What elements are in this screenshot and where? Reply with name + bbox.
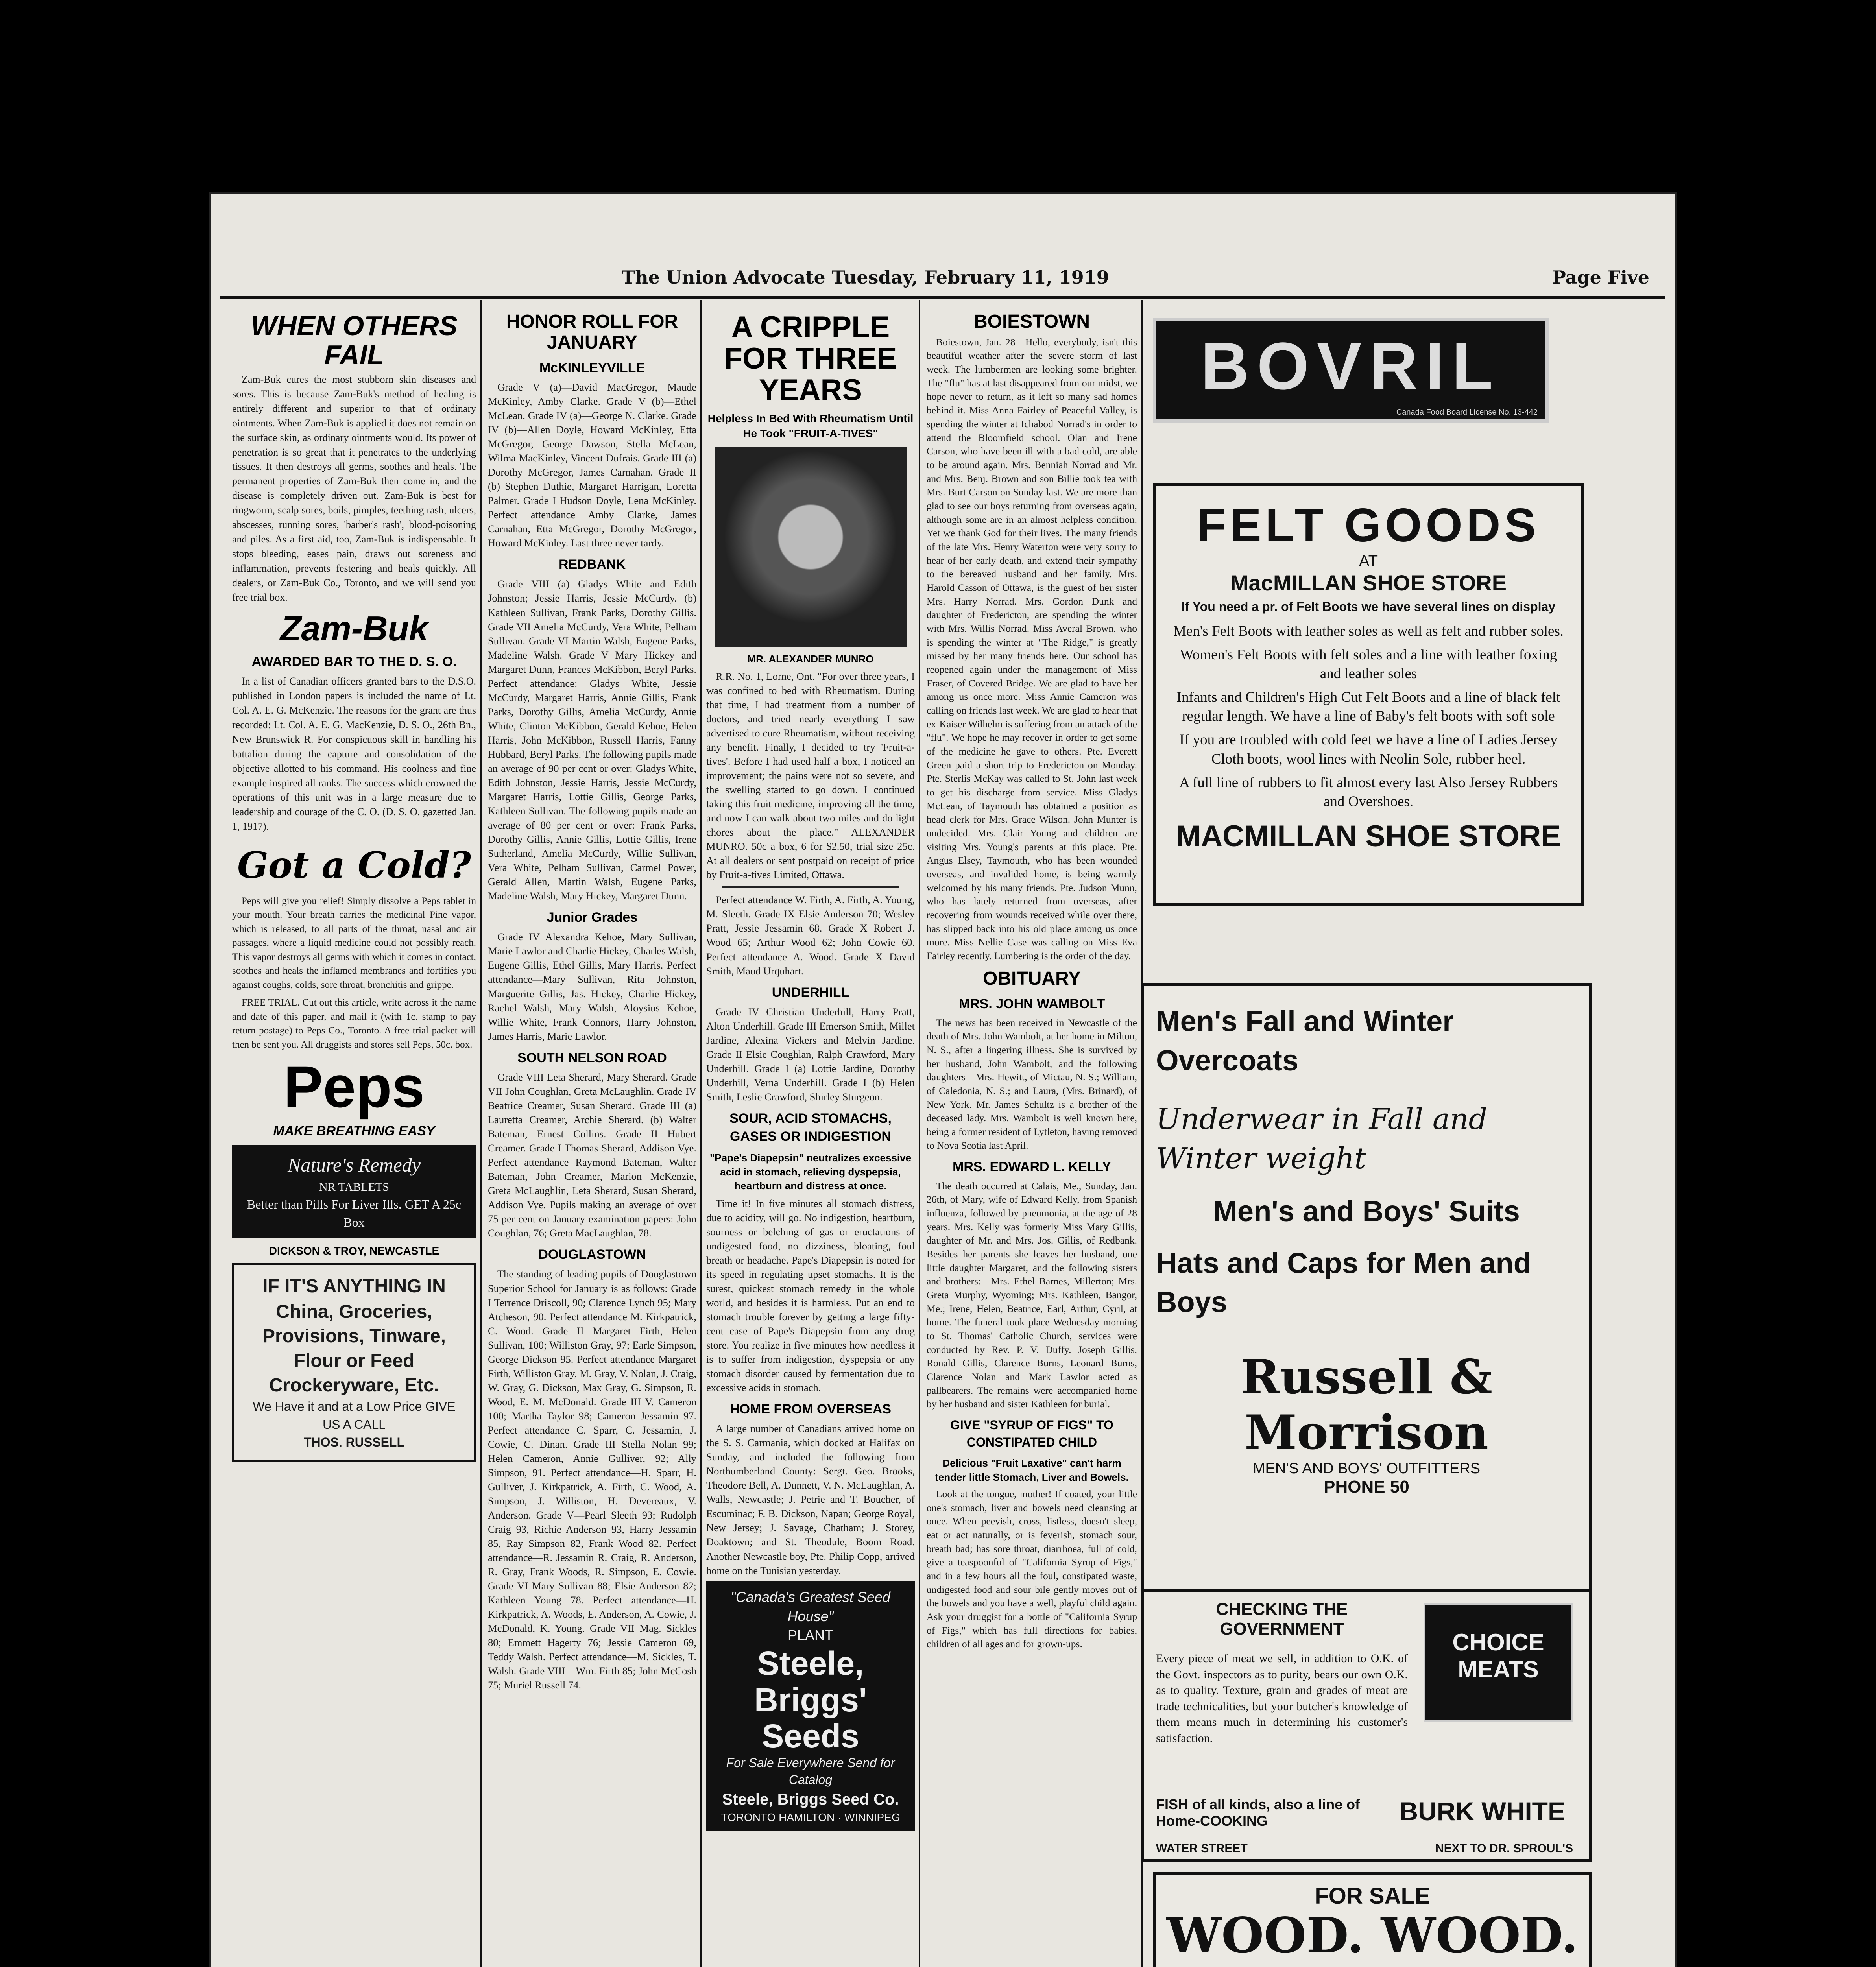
felt-intro: If You need a pr. of Felt Boots we have several lines on display	[1181, 600, 1556, 614]
felt-footer: MACMILLAN SHOE STORE	[1176, 819, 1561, 853]
figs-subhead: Delicious "Fruit Laxative" can't harm tender little Stomach, Liver and Bowels.	[935, 1457, 1129, 1483]
grocery-ad-title: IF IT'S ANYTHING IN	[262, 1275, 446, 1297]
school-text: Perfect attendance W. Firth, A. Firth, A. Young, M. Sleeth. Grade IX Elsie Anderson 70; Wesley Pratt, Jessie Jessamin 68. Grade X Robert J. Wood 65; Arthur Wood 62; John Cowie 60. Perfect attendance A. Wood. Grade X David Smith, Maud Urquhart.	[706, 894, 915, 977]
burk-text: Every piece of meat we sell, in addition to O.K. of the Govt. inspectors as to purity, bears our own O.K. as to quality. Texture, grain and grades of meat are trade technicalities, but your butcher's knowledge of them means much in determining his customer's satisfaction.	[1156, 1652, 1408, 1745]
section-text: The standing of leading pupils of Douglastown Superior School for January is as follows: Grade I Terrence Driscoll, 90; Clarence Lynch 95; Mary Atcheson, 90. Perfect attendance M. Kirkpatrick, C. Wood. Grade II Margaret Firth, Helen Sullivan, 100; Williston Gray, 97; Earle Simpson, George Dickson 95. Perfect attendance Margaret Firth, Williston Gray, M. Gray, V. Nolan, J. Craig, W. Gray, G. Dickson, Max Gray, G. Simpson, R. Wood, E. M. McDonald. Grade III V. Cameron 100; Martha Taylor 98; Cameron Jessamin 97. Perfect attendance C. Sparr, C. Jessamin, J. Cowie, C. Dinan. Grade III Stella Nolan 99; Helen Cameron, Annie Gulliver, 92; Ally Simpson, 91. Perfect attendance—H. Sparr, H. Gulliver, J. Kirkpatrick, A. Firth, C. Wood, A. Simpson, J. Williston, H. Devereaux, V. Anderson. Grade V—Pearl Sleeth 93; Rudolph Craig 93, Richie Anderson 93, Harry Jessamin 85, Ray Simpson 82, Frank Wood 82. Perfect attendance—R. Jessamin R. Craig, R. Anderson, R. Gray, Frank Woods, R. Simpson, E. Cowie. Grade VI Mary Sullivan 88; Elsie Anderson 82; Kathleen Young 78. Perfect attendance—H. Kirkpatrick, A. Woods, E. Anderson, A. Cowie, J. McDonald, K. Young. Grade VII Mag. Sickles 80; Emmett Hagerty 76; Jessie Cameron 69, Teddy Walsh. Perfect attendance—M. Sickles, T. Walsh. Grade VIII—Wm. Firth 85; John McCosh 75; Muriel Russell 74.	[488, 1268, 696, 1691]
felt-line: If you are troubled with cold feet we have a line of Ladies Jersey Cloth boots, wool lines with Neolin Sole, rubber heel.	[1179, 732, 1558, 767]
section-title: REDBANK	[559, 557, 626, 572]
steele-briggs-ad	[706, 1581, 915, 1832]
peps-tagline: MAKE BREATHING EASY	[273, 1124, 435, 1139]
honor-roll-headline: HONOR ROLL FOR JANUARY	[506, 311, 678, 353]
underhill-text: Grade IV Christian Underhill, Harry Pratt, Alton Underhill. Grade III Emerson Smith, Millet Jardine, Alexina Vickers and Melvin Jardine. Grade II Elsie Coughlan, Ralph Crawford, Mary Underhill. Grade I (a) Lottie Jardine, Dorothy Underhill, Verna Underhill. Grade I (b) Helen Smith, Leslie Crawford, Shirley Sturgeon.	[706, 1006, 915, 1103]
natures-remedy-body: Better than Pills For Liver Ills. GET A 25c Box	[247, 1197, 462, 1229]
wambolt-title: MRS. JOHN WAMBOLT	[958, 996, 1105, 1011]
steele-company: Steele, Briggs Seed Co.	[722, 1790, 899, 1808]
natures-remedy-title: Nature's Remedy	[288, 1153, 421, 1176]
section-text: Grade V (a)—David MacGregor, Maude McKinley, Amby Clarke. Grade V (b)—Ethel McLean. Grade IV (a)—George N. Clarke. Grade IV (b)—Allen Doyle, Howard McKinley, Etta McGregor, George Dawson, Stella McLean, Wilma MacKinley, Vincent Dufrais. Grade III (a) Dorothy McGregor, James Carnahan. Grade II (b) Stephen Duthie, Margaret Harrigan, Loretta Palmer. Grade I Hudson Doyle, Lena McKinley. Perfect attendance Amby Clarke, James Carnahan, Etta McGregor, Dorothy McGregor, Howard McKinley. Last three never tardy.	[488, 381, 696, 549]
natures-remedy-sub: NR TABLETS	[319, 1180, 389, 1194]
peps-trial: FREE TRIAL. Cut out this article, write across it the name and date of this paper, and mail it (with 1c. stamp to pay return postage) to Peps Co., Toronto. A free trial packet will then be sent you. All druggists and stores sell Peps, 50c. box.	[232, 997, 476, 1050]
burk-headline: CHECKING THE GOVERNMENT	[1216, 1600, 1348, 1639]
burk-street: WATER STREET	[1156, 1842, 1248, 1855]
russell-phone: PHONE 50	[1324, 1477, 1409, 1497]
felt-line: A full line of rubbers to fit almost every last Also Jersey Rubbers and Overshoes.	[1179, 774, 1558, 810]
kelly-text: The death occurred at Calais, Me., Sunday, Jan. 26th, of Mary, wife of Edward Kelly, from Spanish influenza, followed by pneumonia, at the age of 28 years. Mrs. Kelly was formerly Miss Mary Gillis, daughter of Mr. and Mrs. Jos. Gillis, of Redbank. Besides her parents she leaves her husband, one little daughter Margaret, and the following sisters and brothers:—Mrs. Ethel Barnes, Millerton; Mrs. Greta Murphy, Wyoming; Mrs. Kathleen, Bangor, Me.; Irene, Helen, Beatrice, Earl, Arthur, Cyril, at home. The funeral took place Wednesday morning to St. Thomas' Catholic Church, services were conducted by Rev. P. V. Duffy. Joseph Gillis, Ronald Gillis, Clarence Burns, Leonard Burns, Clarence Nolan and Mark Lawlor acted as pallbearers. The remains were accompanied home by her husband and sister Kathleen for burial.	[927, 1180, 1137, 1410]
russell-morrison-ad	[1141, 983, 1592, 1618]
column-1	[232, 306, 476, 1967]
grocery-ad-body: We Have it and at a Low Price GIVE US A CALL	[253, 1399, 456, 1432]
steele-tagline: "Canada's Greatest Seed House"	[731, 1589, 890, 1624]
sour-stomach-subhead: "Pape's Diapepsin" neutralizes excessive acid in stomach, relieving dyspepsia, heartburn and distress at once.	[709, 1152, 912, 1192]
kelly-title: MRS. EDWARD L. KELLY	[953, 1159, 1111, 1175]
wood-for-sale: FOR SALE	[1315, 1883, 1430, 1909]
sour-stomach-text: Time it! In five minutes all stomach distress, due to acidity, will go. No indigestion, heartburn, sourness or belching of gas or eructations of undigested food, no dizziness, bloating, foul breath or headache. Pape's Diapepsin is noted for its speed in regulating upset stomachs. It is the surest, quickest stomach remedy in the whole world, and besides it is harmless. Put an end to stomach trouble forever by getting a large fifty-cent case of Pape's Diapepsin from any drug store. You realize in five minutes how needless it is to suffer from indigestion, dyspepsia or any stomach disorder caused by fermentation due to excessive acids in stomach.	[706, 1197, 915, 1393]
cripple-headline: A CRIPPLE FOR THREE YEARS	[724, 310, 897, 407]
column-rule	[700, 300, 702, 1967]
peps-text: Peps will give you relief! Simply dissolve a Peps tablet in your mouth. Your breath carries the medicinal Pine vapor, which is released, to all parts of the throat, nasal and air passages, where a liquid medicine could not possibly reach. This vapor destroys all germs with which it comes in contact, soothes and heals the inflamed membranes and fortifies you against coughs, colds, sore throat, bronchitis and grippe.	[232, 895, 476, 990]
cripple-subhead: Helpless In Bed With Rheumatism Until He Took "FRUIT-A-TIVES"	[707, 412, 914, 440]
overseas-title: HOME FROM OVERSEAS	[730, 1402, 891, 1417]
felt-goods-ad	[1153, 483, 1584, 906]
grocery-ad-sign: THOS. RUSSELL	[303, 1435, 404, 1450]
section-text: Grade IV Alexandra Kehoe, Mary Sullivan, Marie Lawlor and Charlie Hickey, Charles Walsh, Eugene Gillis, Ethel Gillis, Mary Harris. Perfect attendance—Mary Sullivan, Rita Johnston, Marguerite Gillis, Jas. Hickey, Charlie Hickey, Rachel Walsh, Mary Walsh, Aloysius Kehoe, Willie White, Frank Connors, Harry Johnston, James Harris, Marie Lawlor.	[488, 931, 696, 1042]
russell-line: Underwear in Fall and Winter weight	[1156, 1102, 1488, 1175]
newspaper-page	[209, 192, 1677, 1967]
section-title: McKINLEYVILLE	[539, 360, 645, 375]
column-2	[488, 306, 696, 1967]
dso-headline: AWARDED BAR TO THE D. S. O.	[251, 654, 457, 669]
section-title: DOUGLASTOWN	[538, 1247, 646, 1262]
natures-remedy-ad	[232, 1145, 476, 1238]
boiestown-text: Boiestown, Jan. 28—Hello, everybody, isn't this beautiful weather after the severe storm of last week. The lumbermen are looking some brighter. The "flu" has at last disappeared from our midst, we hope never to return, as it left so many sad homes behind it. Miss Anna Fairley of Peaceful Valley, is spending the winter at Ichabod Norrad's in order to attend the Bloomfield school. Olan and Irene Carson, who have been ill with a bad cold, are able to be around again. Mrs. Benniah Norrad and Mr. and Mrs. Benj. Brown and son Billie took tea with Mrs. Burt Carson on Sunday last. We are more than glad to see our boys returning from overseas again, although some are in an almost helpless condition. Yet we thank God for their lives. The many friends of the late Mrs. Henry Waterton were very sorry to hear of her early death, and extend their sympathy to the bereaved husband and her family. Mrs. Harold Casson of Ottawa, is the guest of her sister Mrs. Harry Norrad. Mrs. Gordon Dunk and daughter of Fredericton, are spending the winter with Mrs. Willis Norrad. Miss Averal Brown, who is spending the winter at "The Ridge," is greatly missed by her many friends here. Our school has reopened again under the management of Miss Fraser, of Covered Bridge. We are glad to have her among us once more. Miss Annie Cameron was calling on friends last week. We are glad to hear that ex-Kaiser Wilhelm is suffering from an attack of the "flu". We hope he may recover in order to get some of the medicine he gave to others. Pte. Everett Green paid a short trip to Fredericton on Monday. Pte. Sterlis McKay was called to St. John last week to get his discharge from service. Miss Gladys McLean, of Taymouth has obtained a position as head clerk for Mrs. Grace Wilson. John Munter is undecided. Mrs. Clair Young and children are visiting Mrs. Young's parents at this place. Pte. Angus Elsey, Taymouth, who has been wounded overseas, and invalided home, is being warmly welcomed by his many friends. Pte. Judson Munn, who has lately returned from overseas, after recovering from wounds received while over there, has slipped back into his old place among us once more. Miss Nellie Case was calling on Miss Eva Fairley recently. Lumbering is the order of the day.	[927, 336, 1137, 962]
russell-name: Russell & Morrison	[1241, 1349, 1492, 1461]
page-number: Page Five	[1552, 267, 1649, 288]
peps-headline: Got a Cold?	[237, 844, 471, 887]
section-title: Junior Grades	[547, 910, 638, 925]
figs-text: Look at the tongue, mother! If coated, your little one's stomach, liver and bowels need cleansing at once. When peevish, cross, listless, doesn't sleep, eat or act naturally, or is feverish, stomach sour, breath bad; has sore throat, diarrhoea, full of cold, give a teaspoonful of "California Syrup of Figs," and in a few hours all the foul, constipated waste, undigested food and sour bile gently moves out of the bowels and you have a well, playful child again. Ask your druggist for a bottle of "California Syrup of Figs," which has full directions for babies, children of all ages and for grown-ups.	[927, 1488, 1137, 1650]
russell-grocery-ad	[232, 1263, 476, 1462]
section-title: SOUTH NELSON ROAD	[517, 1050, 667, 1065]
wood-sale-ad	[1153, 1872, 1592, 1967]
bovril-logo: BOVRIL	[1200, 329, 1501, 404]
felt-line: Men's Felt Boots with leather soles as well as felt and rubber soles.	[1173, 623, 1564, 639]
divider	[722, 886, 899, 888]
portrait-caption: MR. ALEXANDER MUNRO	[747, 653, 874, 665]
column-4	[927, 306, 1137, 1967]
overseas-text: A large number of Canadians arrived home on the S. S. Carmania, which docked at Halifax on Sunday, and included the following from Northumberland County: Sergt. Geo. Brooks, Theodore Bell, A. Dunnett, V. N. McLaughlan, A. Walls, Newcastle; J. Petrie and T. Boucher, of Escuminac; F. B. Dickson, Napan; George Royal, New Jersey; J. Savage, Chatham; J. Storey, Doaktown; and St. Theodule, Boom Road. Another Newcastle boy, Pte. Philip Copp, arrived home on the Tunisian yesterday.	[706, 1423, 915, 1576]
steele-name: Steele, Briggs' Seeds	[754, 1645, 867, 1755]
steele-cities: TORONTO HAMILTON · WINNIPEG	[721, 1811, 900, 1824]
felt-at: AT	[1359, 552, 1378, 570]
masthead-rule	[220, 296, 1665, 299]
russell-line: Hats and Caps for Men and Boys	[1156, 1246, 1531, 1319]
wood-title: WOOD. WOOD.	[1166, 1907, 1579, 1964]
column-3	[706, 306, 915, 1967]
boiestown-headline: BOIESTOWN	[973, 311, 1090, 332]
choice-meats-sign: CHOICE MEATS	[1424, 1603, 1573, 1722]
burk-name: BURK WHITE	[1399, 1797, 1565, 1826]
section-text: Grade VIII (a) Gladys White and Edith Johnston; Jessie Harris, Jessie McCurdy. (b) Kathleen Sullivan, Frank Parks, Dorothy Gillis. Grade VII Amelia McCurdy, Vera White, Pelham Sullivan. Grade VI Martin Walsh, Eugene Parks, Madeline Walsh. Grade V Mary Hickey and Margaret Dunn, Frances McKibbon, Beryl Parks. Perfect attendance: Gladys White, Jessie McCurdy, Margaret Harris, Annie Gillis, Frank Parks, Dorothy Gillis, Amelia McCurdy, Annie White, Clinton McKibbon, Gerald Kehoe, Helen Harris, John McKibbon, Russell Harris, Fanny Hubbard, Beryl Parks. The following pupils made an average of 90 per cent or over: Gladys White, Edith Johnston, Jessie Harris, Jessie McCurdy, Margaret Harris, Lottie Gillis, George Parks, Kathleen Sullivan. The following pupils made an average of 80 per cent or over: Frank Parks, Dorothy Gillis, Annie Gillis, Lottie Gillis, Irene Sutherland, Amelia McCurdy, Willie Sullivan, Vera White, Pelham Sullivan, Carmel Power, Gerald Allen, Martin Walsh, Eugene Parks, Madeline Walsh, Mary Hickey, Margaret Dunn.	[488, 578, 696, 902]
felt-line: Women's Felt Boots with felt soles and a line with leather foxing and leather soles	[1180, 647, 1557, 682]
russell-line: Men's Fall and Winter Overcoats	[1156, 1005, 1454, 1077]
figs-headline: GIVE "SYRUP OF FIGS" TO CONSTIPATED CHILD	[950, 1418, 1113, 1449]
cripple-text: R.R. No. 1, Lorne, Ont. "For over three years, I was confined to bed with Rheumatism. During that time, I had treatment from a number of doctors, and tried nearly everything I saw advertised to cure Rheumatism, without receiving any benefit. Finally, I decided to try 'Fruit-a-tives'. Before I had used half a box, I noticed an improvement; the pains were not so severe, and the swelling started to go down. I continued taking this fruit medicine, improving all the time, and now I can walk about two miles and do light chores about the place." ALEXANDER MUNRO. 50c a box, 6 for $2.50, trial size 25c. At all dealers or sent postpaid on receipt of price by Fruit-a-tives Limited, Ottawa.	[706, 670, 915, 881]
burk-white-ad	[1141, 1589, 1592, 1862]
steele-plant: PLANT	[787, 1627, 834, 1644]
russell-sub: MEN'S AND BOYS' OUTFITTERS	[1252, 1460, 1481, 1477]
obituary-headline: OBITUARY	[983, 968, 1081, 989]
felt-line: Infants and Children's High Cut Felt Boots and a line of black felt regular length. We have a line of Baby's felt boots with soft sole	[1176, 689, 1560, 725]
burk-fish: FISH of all kinds, also a line of Home-COOKING	[1156, 1796, 1360, 1829]
zambuk-logo: Zam-Buk	[280, 609, 428, 648]
bovril-ad	[1153, 318, 1549, 423]
column-rule	[480, 300, 482, 1967]
masthead-title: The Union Advocate Tuesday, February 11, 1919	[622, 267, 1109, 288]
steele-sale: For Sale Everywhere Send for Catalog	[726, 1755, 895, 1787]
bovril-license: Canada Food Board License No. 13-442	[1396, 408, 1538, 417]
felt-store: MacMILLAN SHOE STORE	[1230, 570, 1507, 595]
portrait-illustration	[715, 447, 907, 647]
grocery-ad-items: China, Groceries, Provisions, Tinware, Flour or Feed Crockeryware, Etc.	[262, 1301, 446, 1396]
russell-line: Men's and Boys' Suits	[1213, 1194, 1520, 1227]
peps-logo: Peps	[283, 1054, 425, 1120]
wambolt-text: The news has been received in Newcastle of the death of Mrs. John Wambolt, at her home in Milton, N. S., after a lingering illness. She is survived by her husband, John Wambolt, and the following daughters—Mrs. Hewitt, of Mictau, N. S.; William, of Caledonia, N. S.; and Laura, (Mrs. Brinard), of New York. Mr. James Schultz is a brother of the deceased lady. Mrs. Wambolt is well known here, being a former resident of Lytleton, having removed to Nova Scotia last April.	[927, 1017, 1137, 1151]
dso-text: In a list of Canadian officers granted bars to the D.S.O. published in London papers is included the name of Lt. Col. A. E. G. McKenzie. The reasons for the grant are thus recorded: Lt. Col. A. E. G. MacKenzie, D. S. O., 26th Bn., New Brunswick R. For conspicuous skill in handling his battalion during the capture and consolidation of the objective allotted to his command. His coolness and fine example inspired all ranks. The success which crowned the operations of this unit was in a large measure due to leadership and courage of the C. O. (D. S. O. gazetted Jan. 1, 1917).	[232, 675, 476, 832]
zambuk-headline: WHEN OTHERS FAIL	[251, 310, 458, 370]
burk-next: NEXT TO DR. SPROUL'S	[1435, 1842, 1573, 1855]
felt-title: FELT GOODS	[1197, 499, 1540, 552]
column-rule	[919, 300, 920, 1967]
underhill-title: UNDERHILL	[772, 985, 849, 1000]
section-text: Grade VIII Leta Sherard, Mary Sherard. Grade VII John Coughlan, Greta McLaughlin. Grade IV Beatrice Creamer, Susan Sherard. Grade III (a) Lauretta Creamer, Archie Sherard. (b) Walter Bateman, Ernest Collins. Grade II Hubert Creamer. Grade I Thomas Sherard, Addison Vye. Perfect attendance Raymond Bateman, Walter Bateman, John Creamer, Marion McKenzie, Greta McLaughlin, Leta Sherard, Susan Sherard, Addison Vye. Pupils making an average of over 75 per cent on January examination papers: John Coughlan, 76; Greta MacLaughlan, 78.	[488, 1071, 696, 1239]
sour-stomach-headline: SOUR, ACID STOMACHS, GASES OR INDIGESTION	[729, 1111, 892, 1144]
zambuk-text: Zam-Buk cures the most stubborn skin diseases and sores. This is because Zam-Buk's method of healing is entirely different and superior to that of ordinary ointments. When Zam-Buk is applied it does not remain on the surface skin, as ordinary ointments would. Its power of penetration is so great that it penetrates to the underlying tissues. It then destroys all germs, soothes and heals. The permanent properties of Zam-Buk then come in, and the disease is completely driven out. Zam-Buk is best for ringworm, scalp sores, boils, pimples, teething rash, ulcers, abscesses, running sores, 'barber's rash', blood-poisoning and piles. As a first aid, too, Zam-Buk is indispensable. It stops bleeding, eases pain, draws out soreness and inflammation, prevents festering and heals quickly. All dealers, or Zam-Buk Co., Toronto, and we will send you free trial box.	[232, 374, 476, 603]
natures-remedy-seller: DICKSON & TROY, NEWCASTLE	[269, 1244, 439, 1257]
